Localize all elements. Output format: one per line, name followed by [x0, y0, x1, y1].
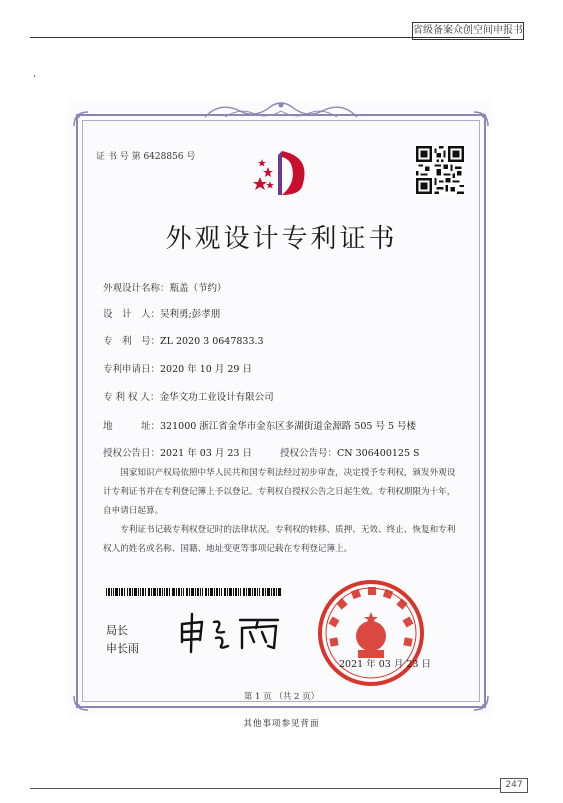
- handwritten-signature: [178, 612, 288, 654]
- paragraph-legal-status: 专利证书记载专利权登记时的法律状况。专利权的转移、质押、无效、终止、恢复和专利权人的姓名或名称、国籍、地址变更等事项记载在专利登记簿上。: [103, 525, 456, 554]
- signer-title: 局长: [106, 624, 128, 637]
- field-label: 专利申请日：: [103, 364, 161, 375]
- field-design-name: [103, 280, 227, 294]
- field-label: 专 利 号：: [103, 336, 161, 347]
- field-designer: [103, 306, 220, 320]
- field-application-date: [103, 361, 252, 375]
- cnipa-logo-icon: [240, 147, 320, 199]
- seal-date: 2021 年 03 月 23 日: [339, 659, 431, 670]
- field-value: 吴利勇;彭孝朋: [160, 309, 221, 320]
- field-grant-number: [280, 445, 420, 459]
- field-value: 2020 年 10 月 29 日: [160, 364, 252, 375]
- certificate-title: 外观设计专利证书: [165, 224, 398, 254]
- field-patent-number: [103, 333, 264, 347]
- field-value: ZL 2020 3 0647833.3: [160, 336, 264, 347]
- field-value: 瓶盖（节约）: [169, 283, 227, 294]
- barcode-icon: [106, 588, 281, 596]
- field-label: 设 计 人：: [103, 309, 161, 320]
- field-value: 金华文功工业设计有限公司: [159, 392, 274, 403]
- corner-ornament-icon: [472, 110, 490, 128]
- field-address: [103, 418, 416, 432]
- footer-rule: [30, 788, 500, 789]
- certificate-number: 证 书 号 第 6428856 号: [96, 152, 196, 162]
- certificate-body: [103, 464, 463, 559]
- field-patentee: [103, 389, 274, 403]
- signer-name: 申长雨: [106, 642, 139, 655]
- certificate-page-indicator: 第 1 页 （共 2 页）: [243, 692, 320, 702]
- field-label: 地 址：: [103, 421, 161, 432]
- header-title: 省级备案众创空间申报书: [412, 22, 524, 40]
- field-value: 2021 年 03 月 23 日: [160, 448, 252, 459]
- field-label: 授权公告日：: [103, 448, 161, 459]
- field-label: 外观设计名称：: [103, 283, 170, 294]
- paragraph-grant-statement: 国家知识产权局依照中华人民共和国专利法经过初步审查，决定授予专利权，颁发外观设计专利证书并在专利登记簿上予以登记。专利权自授权公告之日起生效。专利权期限为十年，自申请日起算。: [103, 468, 456, 516]
- field-value: 321000 浙江省金华市金东区多湖街道金源路 505 号 5 号楼: [160, 421, 417, 432]
- official-seal-icon: [316, 578, 426, 688]
- stray-mark: ,: [33, 68, 37, 79]
- certificate-footer-note: 其他事项参见背面: [243, 719, 320, 729]
- page-number: 247: [500, 778, 528, 793]
- qr-code-icon: [416, 146, 464, 194]
- field-label: 专 利 权 人：: [103, 392, 160, 403]
- corner-ornament-icon: [72, 110, 90, 128]
- field-value: CN 306400125 S: [337, 448, 420, 459]
- field-label: 授权公告号：: [280, 448, 338, 459]
- field-grant-date: [103, 445, 252, 459]
